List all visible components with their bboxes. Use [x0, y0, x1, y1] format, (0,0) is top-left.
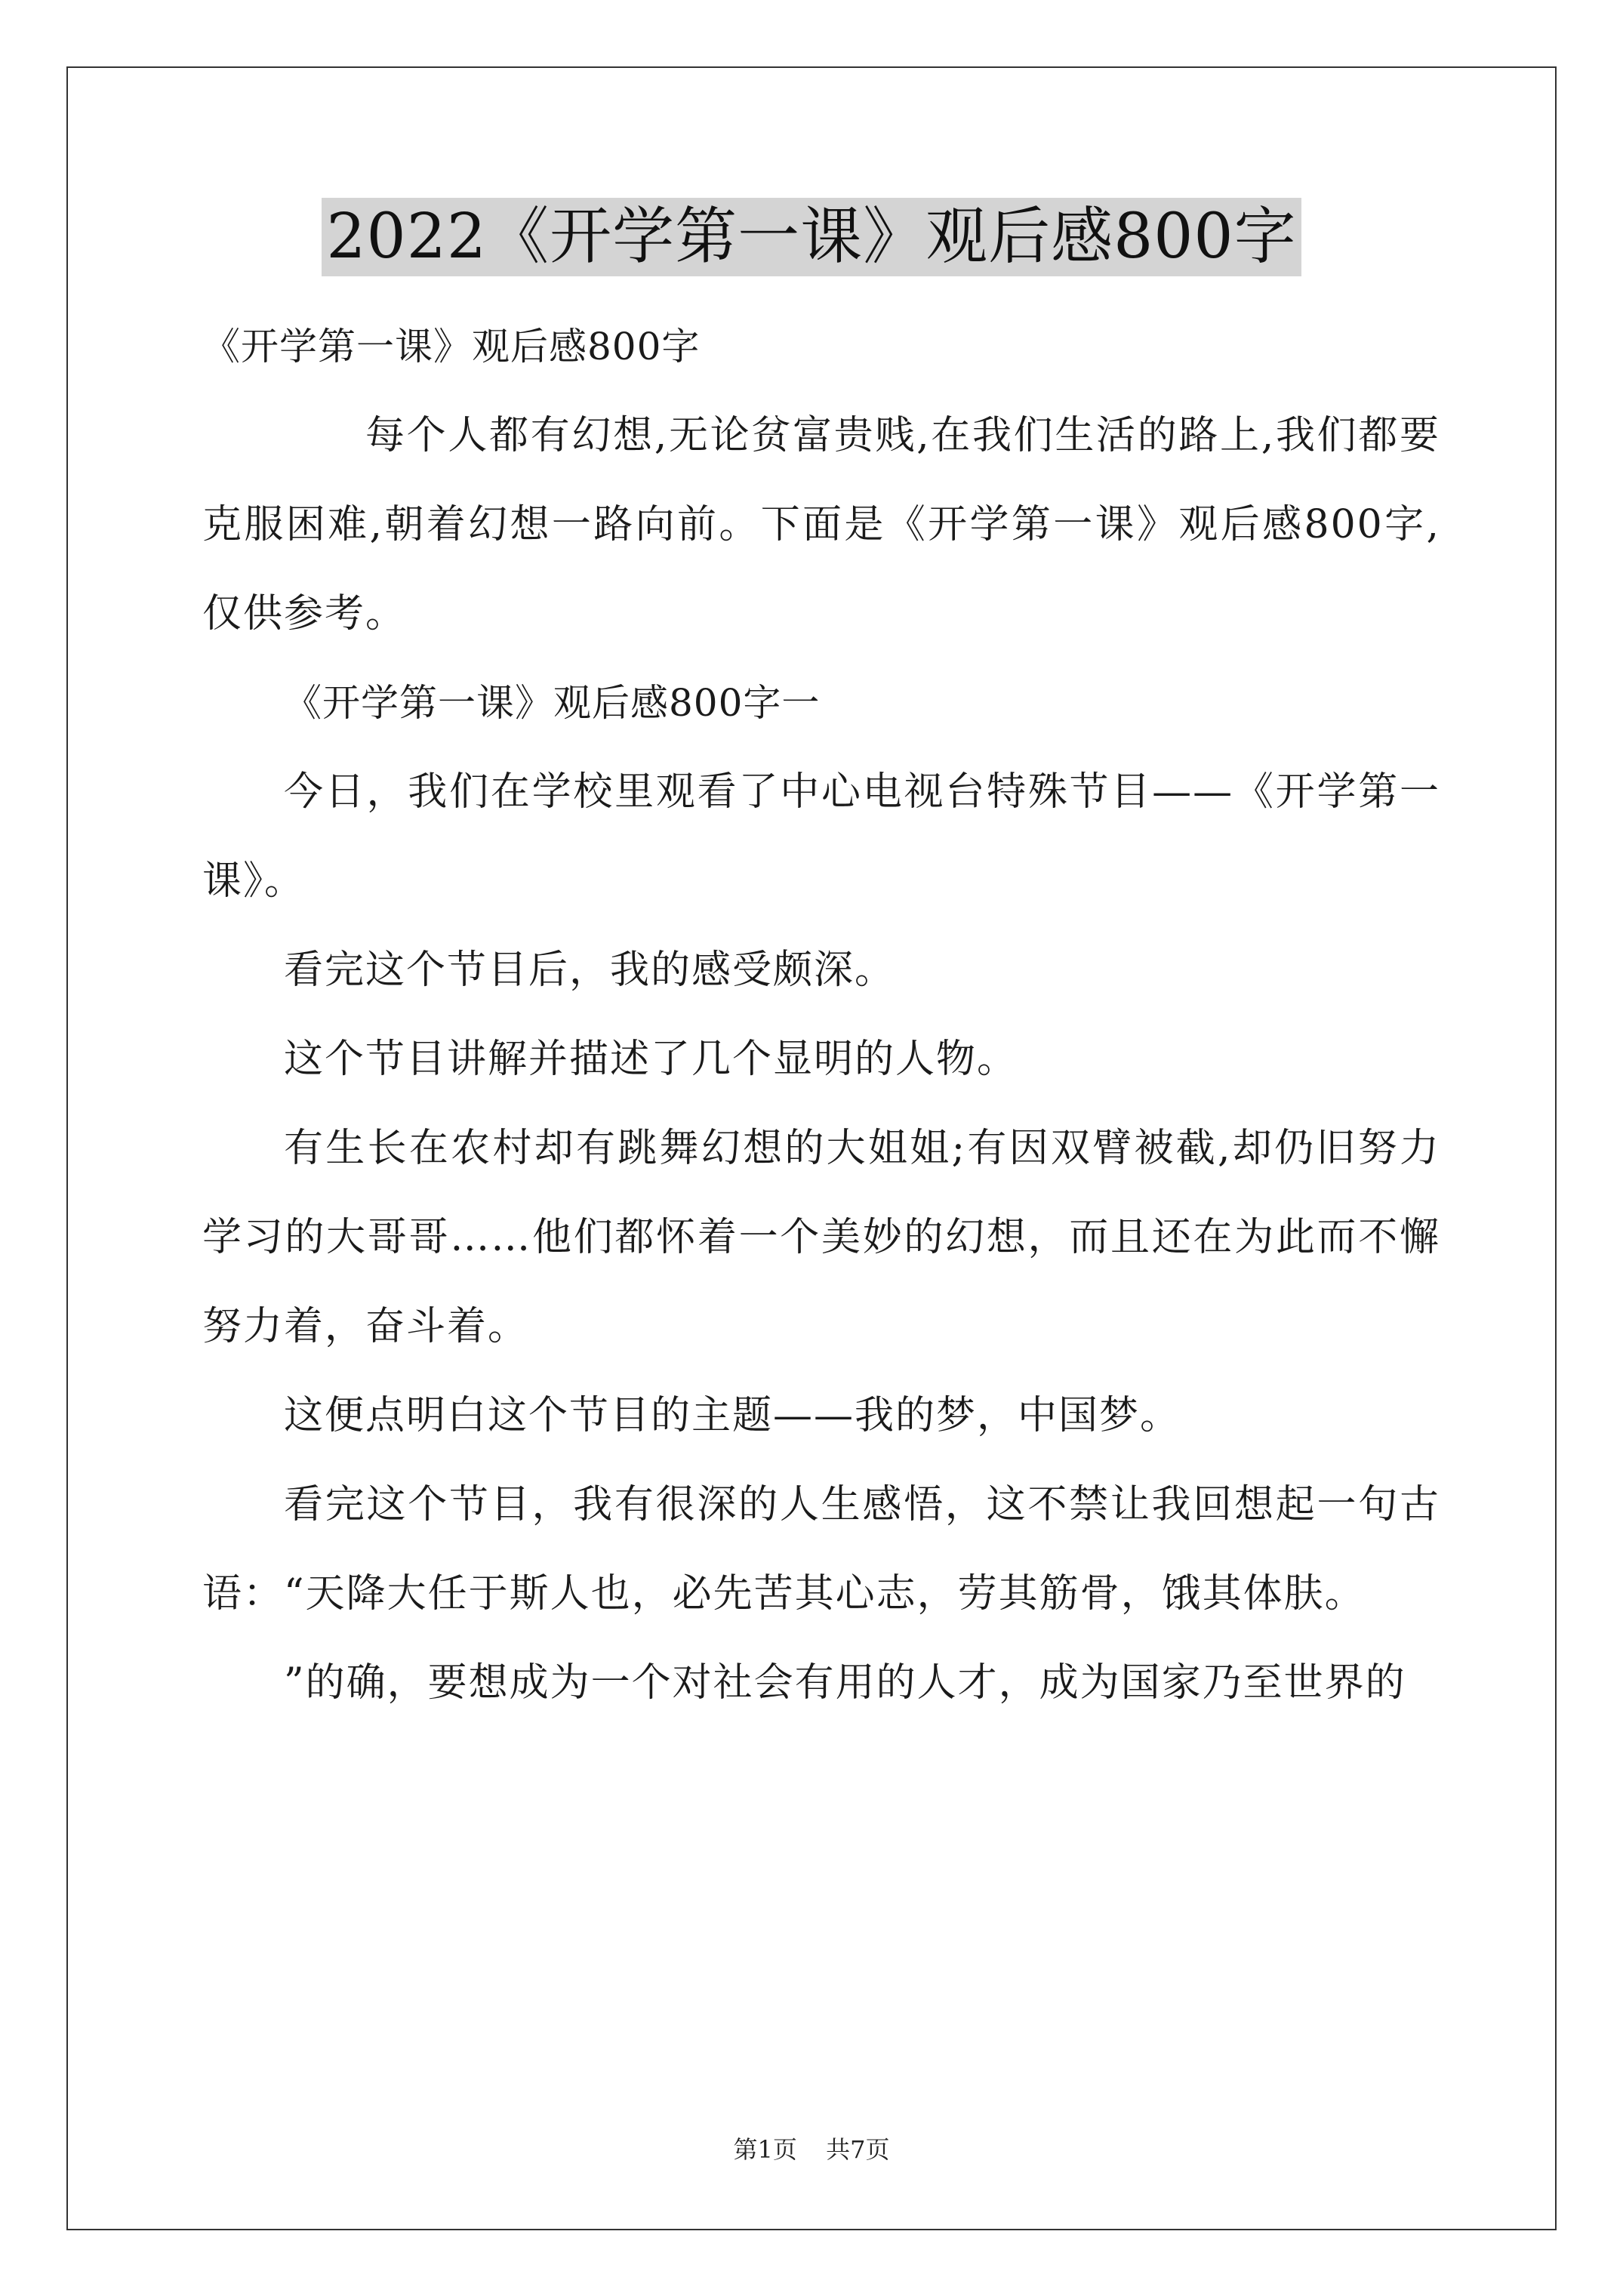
paragraph: 今日，我们在学校里观看了中心电视台特殊节目——《开学第一课》。 — [202, 769, 1440, 904]
paragraph: ”的确，要想成为一个对社会有用的人才，成为国家乃至世界的 — [284, 1660, 1406, 1706]
page-total: 共7页 — [826, 2135, 890, 2164]
paragraph: 这便点明白这个节目的主题——我的梦，中国梦。 — [284, 1393, 1181, 1438]
page-footer — [0, 2131, 1623, 2165]
title-container — [0, 198, 1623, 276]
document-body — [202, 302, 1440, 1727]
paragraph: 这个节目讲解并描述了几个显明的人物。 — [284, 1037, 1018, 1082]
paragraph: 看完这个节目，我有很深的人生感悟，这不禁让我回想起一句古语：“天降大任于斯人也，必先苦其心志，劳其筋骨，饿其体肤。 — [202, 1482, 1440, 1616]
page-number: 第1页 — [733, 2135, 797, 2164]
paragraph: 《开学第一课》观后感800字 — [202, 325, 701, 368]
paragraph: 每个人都有幻想,无论贫富贵贱,在我们生活的路上,我们都要克服困难,朝着幻想一路向前。下面是《开学第一课》观后感800字,仅供参考。 — [202, 413, 1440, 636]
paragraph: 看完这个节目后，我的感受颇深。 — [284, 948, 896, 993]
document-title: 2022《开学第一课》观后感800字 — [322, 198, 1301, 276]
paragraph: 有生长在农村却有跳舞幻想的大姐姐;有因双臂被截,却仍旧努力学习的大哥哥……他们都怀着一个美妙的幻想，而且还在为此而不懈努力着，奋斗着。 — [202, 1126, 1440, 1349]
paragraph: 《开学第一课》观后感800字一 — [284, 681, 821, 725]
